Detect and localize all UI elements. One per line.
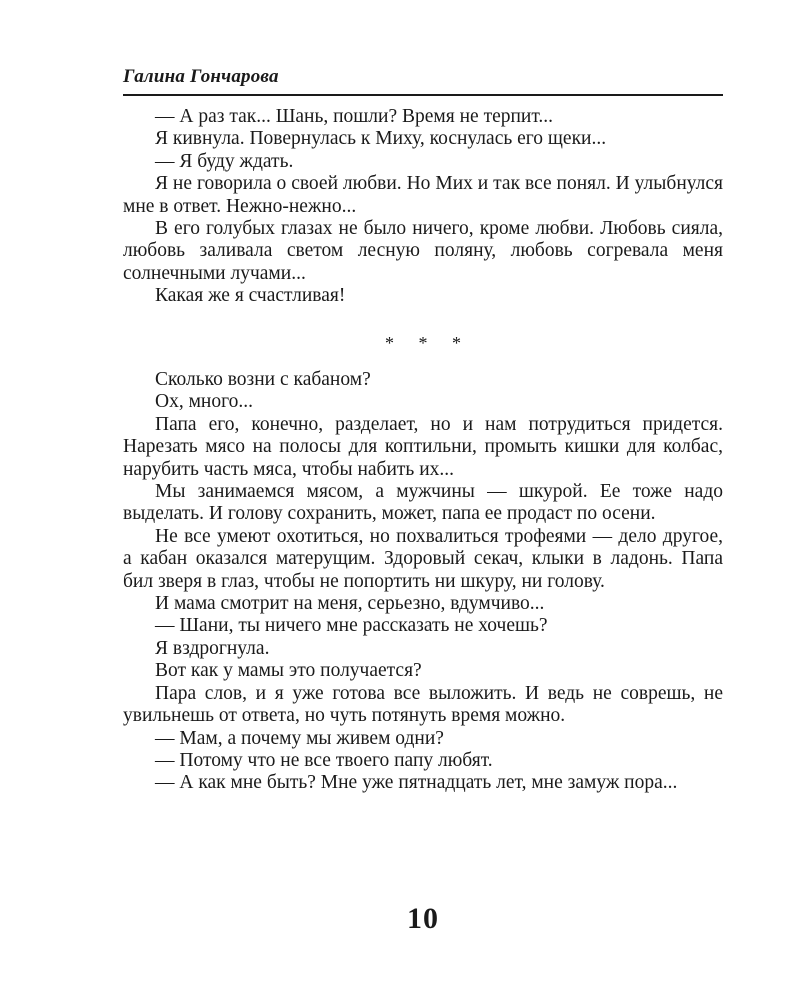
paragraph: Какая же я счастливая! bbox=[155, 285, 346, 307]
paragraph: — А как мне быть? Мне уже пятнадцать лет, мне замуж пора... bbox=[155, 772, 678, 794]
page-number: 10 bbox=[407, 902, 439, 935]
paragraph: Я вздрогнула. bbox=[155, 637, 270, 659]
paragraph: — Потому что не все твоего папу любят. bbox=[155, 749, 493, 771]
paragraph: Папа его, конечно, разделает, но и нам потрудиться придется. Нарезать мясо на полосы для коптильни, промыть кишки для колбас, нарубить часть мяса, чтобы набить их... bbox=[123, 413, 723, 480]
paragraph: Я не говорила о своей любви. Но Мих и так все понял. И улыбнулся мне в ответ. Нежно-нежно... bbox=[123, 173, 723, 217]
paragraph: И мама смотрит на меня, серьезно, вдумчиво... bbox=[155, 593, 545, 615]
paragraph: — Я буду ждать. bbox=[155, 150, 294, 172]
paragraph: Сколько возни с кабаном? bbox=[155, 369, 371, 390]
section-separator: * * * bbox=[385, 333, 471, 353]
paragraph: Не все умеют охотиться, но похвалиться трофеями — дело другое, а кабан оказался матерущим. Здоровый секач, клыки в ладонь. Папа бил зверя в глаз, чтобы не попортить ни шкуру, ни голову. bbox=[123, 525, 723, 592]
text-block-1 bbox=[123, 106, 723, 308]
paragraph: Вот как у мамы это получается? bbox=[155, 660, 422, 682]
paragraph: Я кивнула. Повернулась к Миху, коснулась его щеки... bbox=[155, 128, 607, 150]
paragraph: — Шани, ты ничего мне рассказать не хочешь? bbox=[155, 615, 548, 637]
paragraph: — Мам, а почему мы живем одни? bbox=[155, 727, 444, 749]
paragraph: Мы занимаемся мясом, а мужчины — шкурой. Ее тоже надо выделать. И голову сохранить, может, папа ее продаст по осени. bbox=[123, 481, 723, 525]
paragraph: — А раз так... Шань, пошли? Время не терпит... bbox=[155, 106, 554, 127]
running-header bbox=[123, 64, 723, 96]
paragraph: Ох, много... bbox=[155, 391, 253, 413]
paragraph: В его голубых глазах не было ничего, кроме любви. Любовь сияла, любовь заливала светом лесную поляну, любовь согревала меня солнечными лучами... bbox=[123, 218, 723, 284]
text-block-2 bbox=[123, 369, 723, 795]
paragraph: Пара слов, и я уже готова все выложить. И ведь не соврешь, не увильнешь от ответа, но чуть потянуть время можно. bbox=[123, 682, 723, 727]
header-author: Галина Гончарова bbox=[123, 66, 279, 87]
